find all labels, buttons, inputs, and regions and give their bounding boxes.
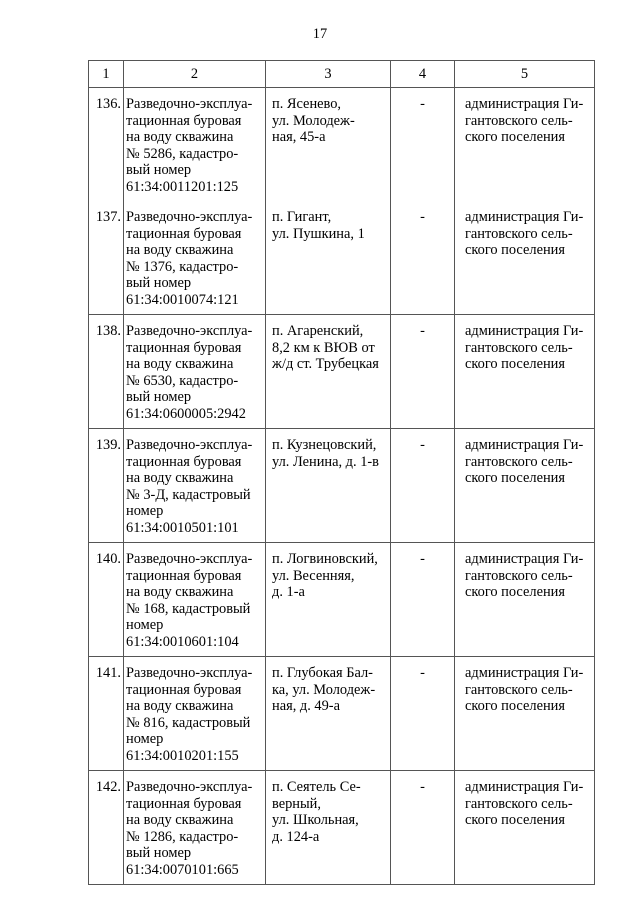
owner-name: администрация Ги- гантовского сель- ского поселения (465, 779, 584, 828)
column-4-value: - (420, 779, 425, 795)
table-row (89, 429, 595, 543)
row-number: 141. (95, 665, 121, 681)
column-header: 3 (266, 61, 391, 88)
object-name: Разведочно-эксплуа- тационная буровая на воду скважина № 816, кадастровый номер 61:34:0010201:155 (126, 665, 253, 764)
object-name: Разведочно-эксплуа- тационная буровая на воду скважина № 3-Д, кадастровый номер 61:34:0010501:101 (126, 437, 253, 536)
owner-name: администрация Ги- гантовского сель- ского поселения (465, 96, 584, 145)
column-4-value: - (420, 209, 425, 225)
object-address: п. Кузнецовский, ул. Ленина, д. 1-в (272, 437, 379, 470)
object-address: п. Сеятель Се- верный, ул. Школьная, д. 124-а (272, 779, 361, 845)
column-4-value: - (420, 551, 425, 567)
column-4-value: - (420, 323, 425, 339)
table-row (89, 315, 595, 429)
object-name: Разведочно-эксплуа- тационная буровая на воду скважина № 168, кадастровый номер 61:34:0010601:104 (126, 551, 253, 650)
row-number: 139. (95, 437, 121, 453)
object-address: п. Ясенево, ул. Молодеж- ная, 45-а (272, 96, 355, 145)
owner-name: администрация Ги- гантовского сель- ского поселения (465, 437, 584, 486)
row-number: 138. (95, 323, 121, 339)
table-row (89, 657, 595, 771)
object-address: п. Гигант, ул. Пушкина, 1 (272, 209, 365, 242)
column-header: 5 (455, 61, 595, 88)
column-4-value: - (420, 437, 425, 453)
row-number: 142. (95, 779, 121, 795)
owner-name: администрация Ги- гантовского сель- ского поселения (465, 323, 584, 372)
table-header-row (89, 61, 595, 88)
row-number: 137. (95, 209, 121, 225)
object-name: Разведочно-эксплуа- тационная буровая на воду скважина № 1376, кадастро- вый номер 61:34:0010074:121 (126, 209, 253, 308)
column-header: 1 (89, 61, 124, 88)
column-header: 4 (391, 61, 455, 88)
object-address: п. Логвиновский, ул. Весенняя, д. 1-а (272, 551, 378, 600)
owner-name: администрация Ги- гантовского сель- ского поселения (465, 665, 584, 714)
table-row (89, 771, 595, 885)
table-row (89, 88, 595, 202)
column-4-value: - (420, 96, 425, 112)
object-name: Разведочно-эксплуа- тационная буровая на воду скважина № 6530, кадастро- вый номер 61:34:0600005:2942 (126, 323, 253, 422)
registry-table (88, 60, 595, 885)
object-address: п. Глубокая Бал- ка, ул. Молодеж- ная, д. 49-а (272, 665, 376, 714)
object-address: п. Агаренский, 8,2 км к ВЮВ от ж/д ст. Трубецкая (272, 323, 379, 372)
owner-name: администрация Ги- гантовского сель- ского поселения (465, 551, 584, 600)
row-number: 140. (95, 551, 121, 567)
object-name: Разведочно-эксплуа- тационная буровая на воду скважина № 5286, кадастро- вый номер 61:34:0011201:125 (126, 96, 253, 195)
owner-name: администрация Ги- гантовского сель- ского поселения (465, 209, 584, 258)
table-row (89, 201, 595, 315)
row-number: 136. (95, 96, 121, 112)
column-4-value: - (420, 665, 425, 681)
page-number: 17 (312, 26, 328, 42)
table-row (89, 543, 595, 657)
object-name: Разведочно-эксплуа- тационная буровая на воду скважина № 1286, кадастро- вый номер 61:34:0070101:665 (126, 779, 253, 878)
column-header: 2 (124, 61, 266, 88)
